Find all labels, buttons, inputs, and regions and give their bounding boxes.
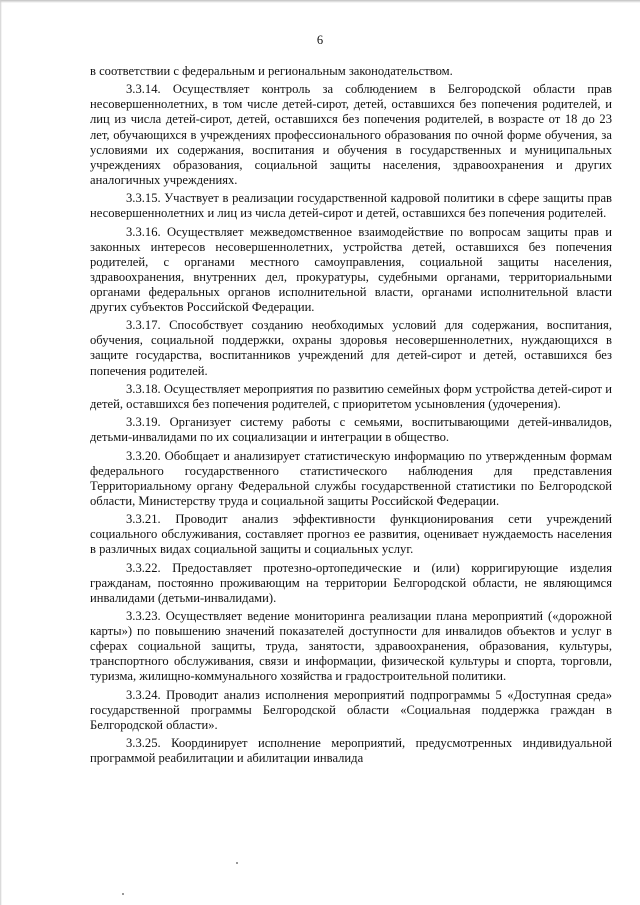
paragraph-3-3-18: 3.3.18. Осуществляет мероприятия по развитию семейных форм устройства детей-сирот и детей, оставшихся без попечения родителей, с приоритетом усыновления (удочерения). — [90, 381, 612, 411]
scan-edge — [0, 0, 2, 905]
paragraph-3-3-17: 3.3.17. Способствует созданию необходимых условий для содержания, воспитания, обучения, социальной поддержки, охраны здоровья несовершеннолетних, нуждающихся в защите государства, воспитанников учреждений для детей-сирот и детей, оставшихся без попечения родителей. — [90, 318, 612, 378]
scan-speck — [122, 893, 124, 895]
paragraph-3-3-14: 3.3.14. Осуществляет контроль за соблюдением в Белгородской области прав несовершеннолетних, в том числе детей-сирот, детей, оставшихся без попечения родителей, и лиц из числа детей-сирот, детей, оставшихся без попечения родителей, в возрасте от 18 до 23 лет, обучающихся в учреждениях профессионального образования по очной форме обучения, за условиями их содержания, воспитания и обучения в государственных и муниципальных учреждениях образования, социальной защиты населения, здравоохранения и других аналогичных учреждениях. — [90, 82, 612, 187]
paragraph-continuation: в соответствии с федеральным и региональным законодательством. — [90, 64, 453, 78]
scan-speck — [236, 862, 238, 864]
scan-edge — [0, 0, 640, 3]
page-number: 6 — [316, 33, 324, 47]
paragraph-3-3-21: 3.3.21. Проводит анализ эффективности функционирования сети учреждений социального обслуживания, составляет прогноз ее развития, оценивает нуждаемость населения в различных видах социальной защиты и социальных услуг. — [90, 512, 612, 557]
paragraph-3-3-16: 3.3.16. Осуществляет межведомственное взаимодействие по вопросам защиты прав и законных интересов несовершеннолетних, устройства детей, оставшихся без попечения родителей, с органами местного самоуправления, социальной защиты населения, здравоохранения, внутренних дел, прокуратуры, судебными органами, территориальными органами федеральных органов исполнительной власти, органами исполнительной власти других субъектов Российской Федерации. — [90, 224, 612, 314]
paragraph-3-3-25: 3.3.25. Координирует исполнение мероприятий, предусмотренных индивидуальной программой реабилитации и абилитации инвалида — [90, 736, 612, 766]
paragraph-3-3-24: 3.3.24. Проводит анализ исполнения мероприятий подпрограммы 5 «Доступная среда» государственной программы Белгородской области «Социальная поддержка граждан в Белгородской области». — [90, 687, 612, 732]
paragraph-3-3-23: 3.3.23. Осуществляет ведение мониторинга реализации плана мероприятий («дорожной карты») по повышению значений показателей доступности для инвалидов объектов и услуг в сферах социальной защиты, труда, занятости, здравоохранения, образования, культуры, транспортного обслуживания, связи и информации, физической культуры и спорта, торговли, туризма, жилищно-коммунального хозяйства и градостроительной политики. — [90, 609, 612, 684]
document-body — [90, 64, 612, 766]
paragraph-3-3-22: 3.3.22. Предоставляет протезно-ортопедические и (или) корригирующие изделия гражданам, постоянно проживающим на территории Белгородской области, не являющимся инвалидами (детьми-инвалидами). — [90, 560, 612, 605]
paragraph-3-3-20: 3.3.20. Обобщает и анализирует статистическую информацию по утвержденным формам федерального государственного статистического наблюдения для представления Территориальному органу Федеральной службы государственной статистики по Белгородской области, Министерству труда и социальной защиты Российской Федерации. — [90, 448, 612, 508]
paragraph-3-3-15: 3.3.15. Участвует в реализации государственной кадровой политики в сфере защиты прав несовершеннолетних и лиц из числа детей-сирот и детей, оставшихся без попечения родителей. — [90, 191, 612, 221]
paragraph-3-3-19: 3.3.19. Организует систему работы с семьями, воспитывающими детей-инвалидов, детьми-инвалидами по их социализации и интеграции в общество. — [90, 415, 612, 445]
